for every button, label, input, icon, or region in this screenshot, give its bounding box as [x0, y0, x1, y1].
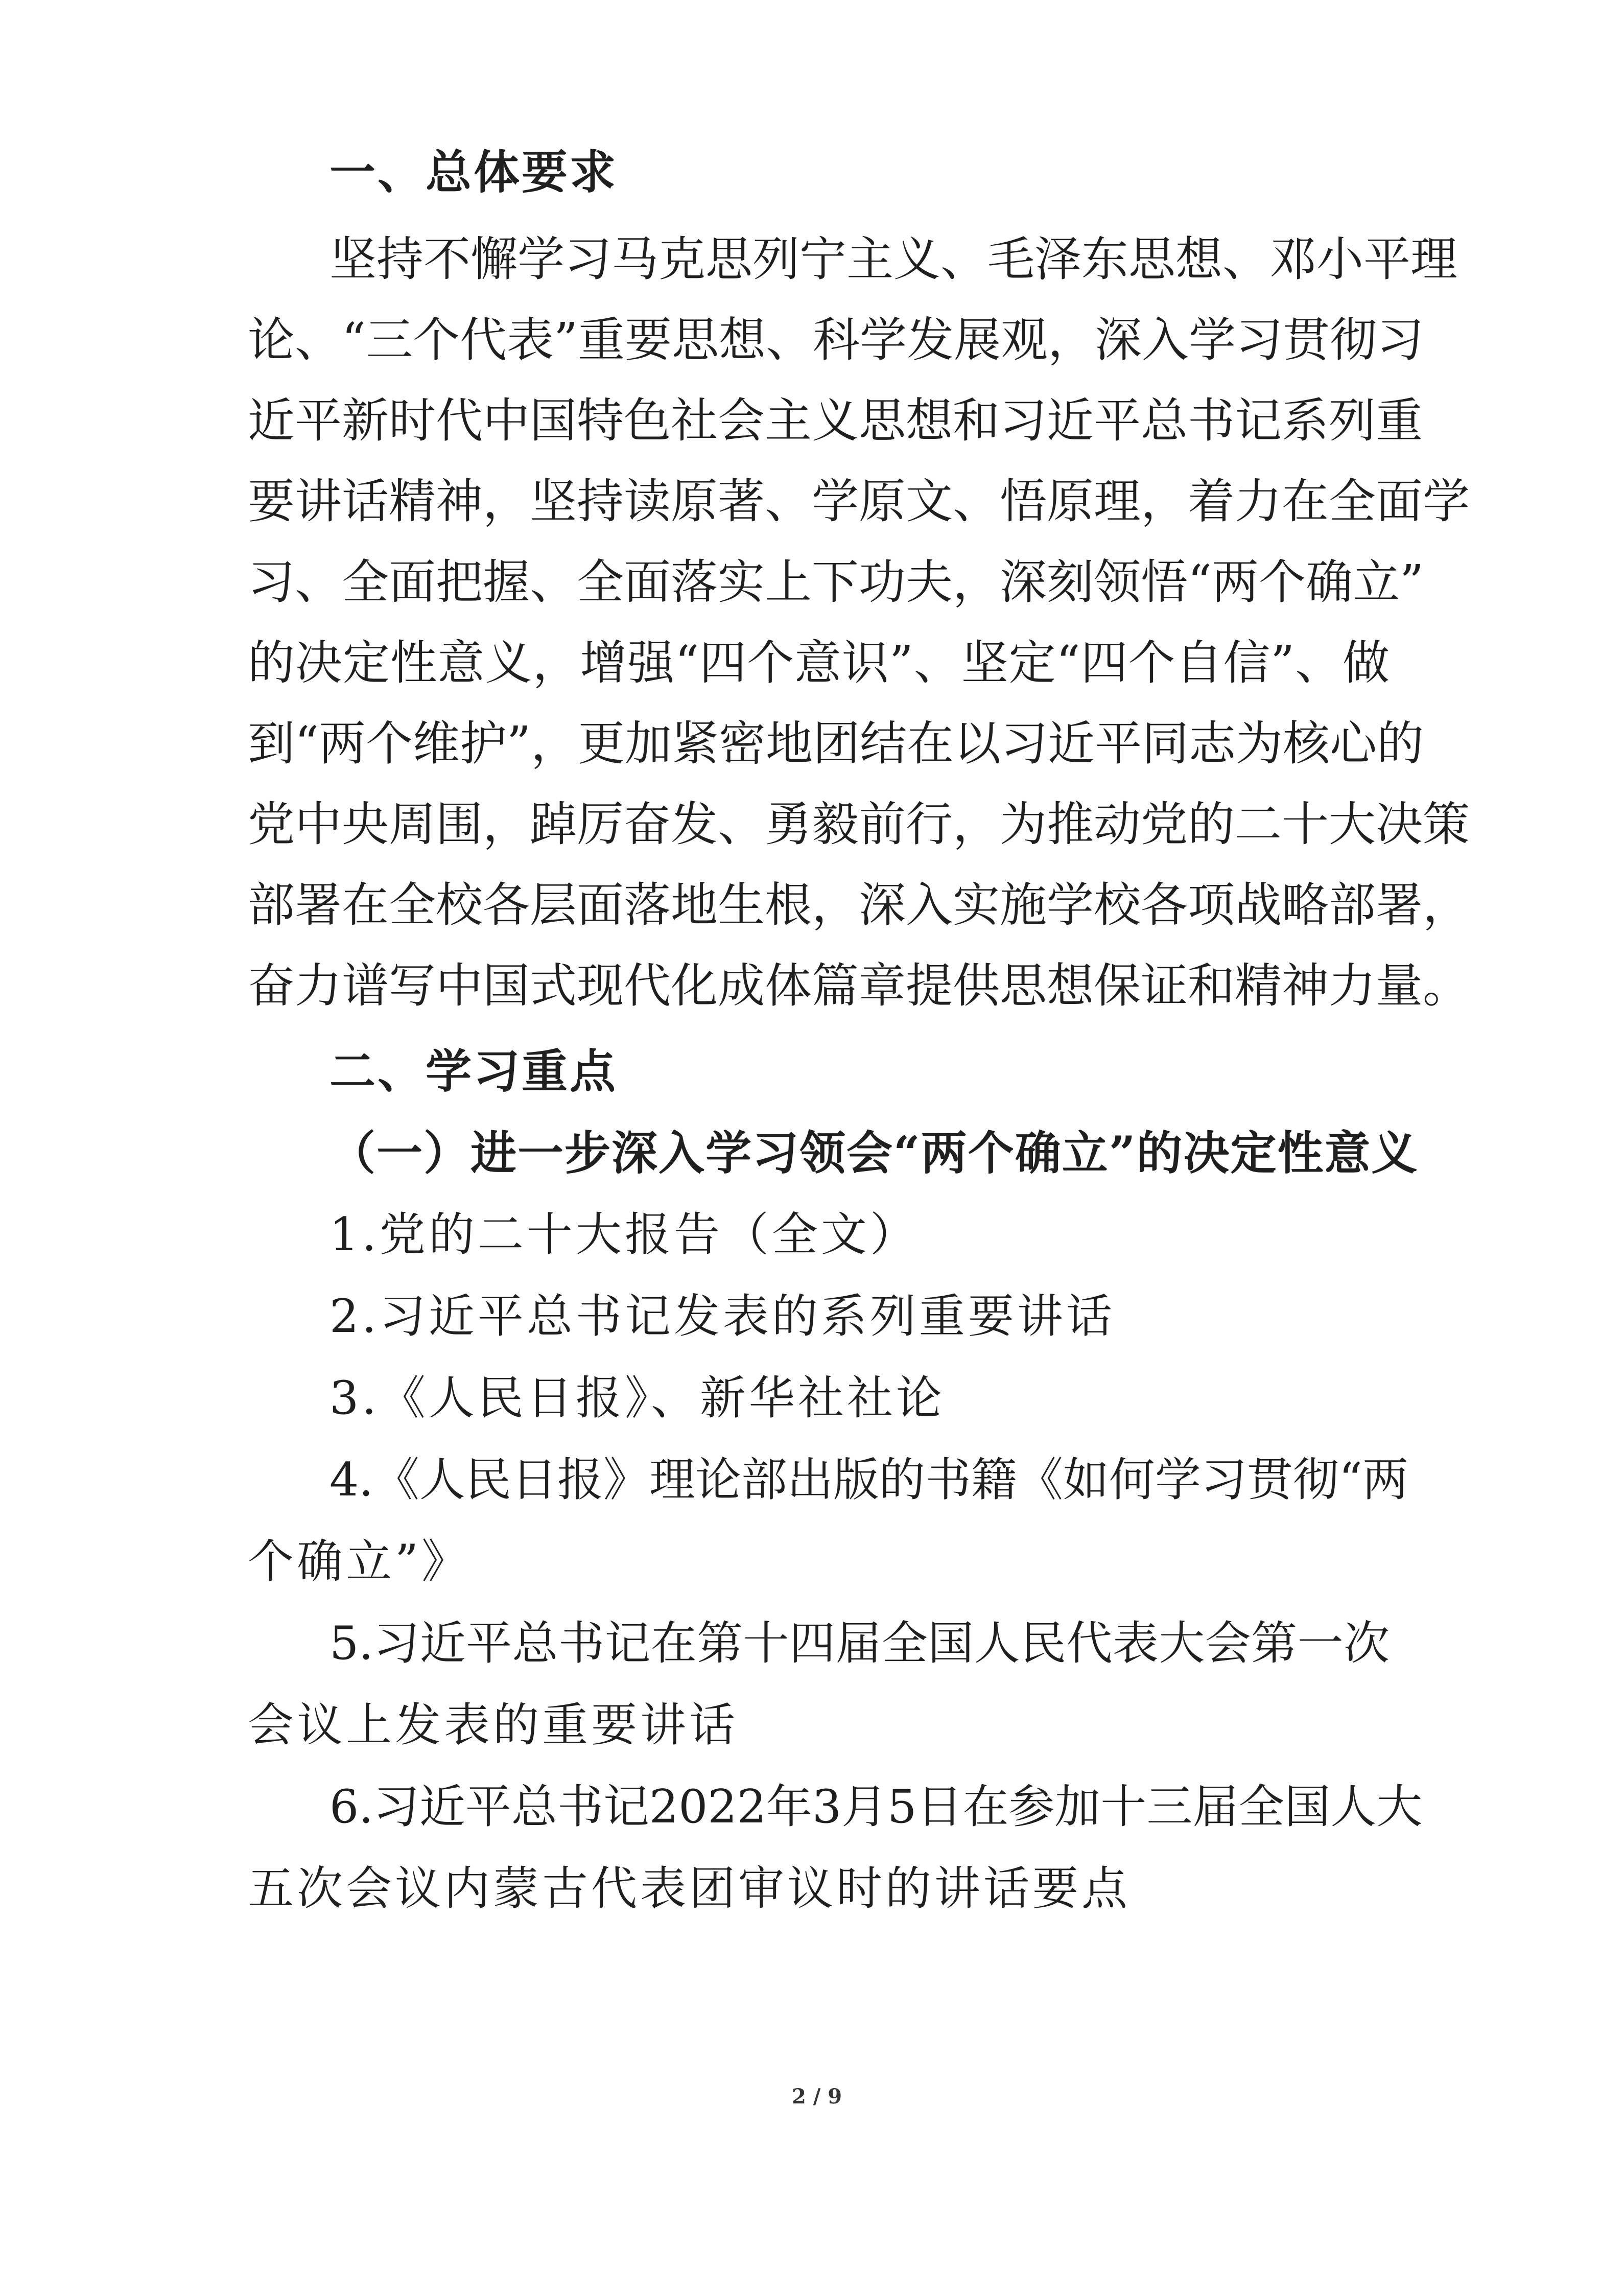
paragraph-line: 党中央周围，踔厉奋发、勇毅前行，为推动党的二十大决策	[248, 797, 1470, 852]
list-item: 3.《人民日报》、新华社社论	[329, 1371, 945, 1425]
list-item: 4.《人民日报》理论部出版的书籍《如何学习贯彻“两	[329, 1453, 1408, 1507]
list-item: 5.习近平总书记在第十四届全国人民代表大会第一次	[329, 1617, 1390, 1670]
paragraph-line: 要讲话精神，坚持读原著、学原文、悟原理，着力在全面学	[248, 474, 1470, 529]
paragraph-line: 习、全面把握、全面落实上下功夫，深刻领悟“两个确立”	[248, 555, 1424, 610]
paragraph-line: 论、“三个代表”重要思想、科学发展观，深入学习贯彻习	[248, 313, 1424, 367]
list-item-continuation: 个确立”》	[248, 1535, 471, 1588]
paragraph-line: 奋力谱写中国式现代化成体篇章提供思想保证和精神力量。	[248, 958, 1470, 1013]
list-item: 6.习近平总书记2022年3月5日在参加十三届全国人大	[329, 1780, 1423, 1834]
page-number: 2 / 9	[792, 2085, 842, 2109]
paragraph-line: 近平新时代中国特色社会主义思想和习近平总书记系列重	[248, 393, 1423, 448]
list-item-continuation: 五次会议内蒙古代表团审议时的讲话要点	[248, 1862, 1131, 1915]
paragraph-line: 的决定性意义，增强“四个意识”、坚定“四个自信”、做	[248, 636, 1390, 690]
subsection-heading: （一）进一步深入学习领会“两个确立”的决定性意义	[329, 1126, 1419, 1180]
paragraph-line: 坚持不懈学习马克思列宁主义、毛泽东思想、邓小平理	[329, 232, 1458, 287]
paragraph-line: 到“两个维护”，更加紧密地团结在以习近平同志为核心的	[248, 716, 1424, 771]
section-heading-study-focus: 二、学习重点	[329, 1044, 618, 1098]
section-heading-overall-requirements: 一、总体要求	[329, 145, 618, 199]
paragraph-line: 部署在全校各层面落地生根，深入实施学校各项战略部署，	[248, 878, 1470, 932]
list-item-continuation: 会议上发表的重要讲话	[248, 1698, 738, 1752]
list-item: 1.党的二十大报告（全文）	[329, 1208, 919, 1261]
list-item: 2.习近平总书记发表的系列重要讲话	[329, 1290, 1115, 1343]
